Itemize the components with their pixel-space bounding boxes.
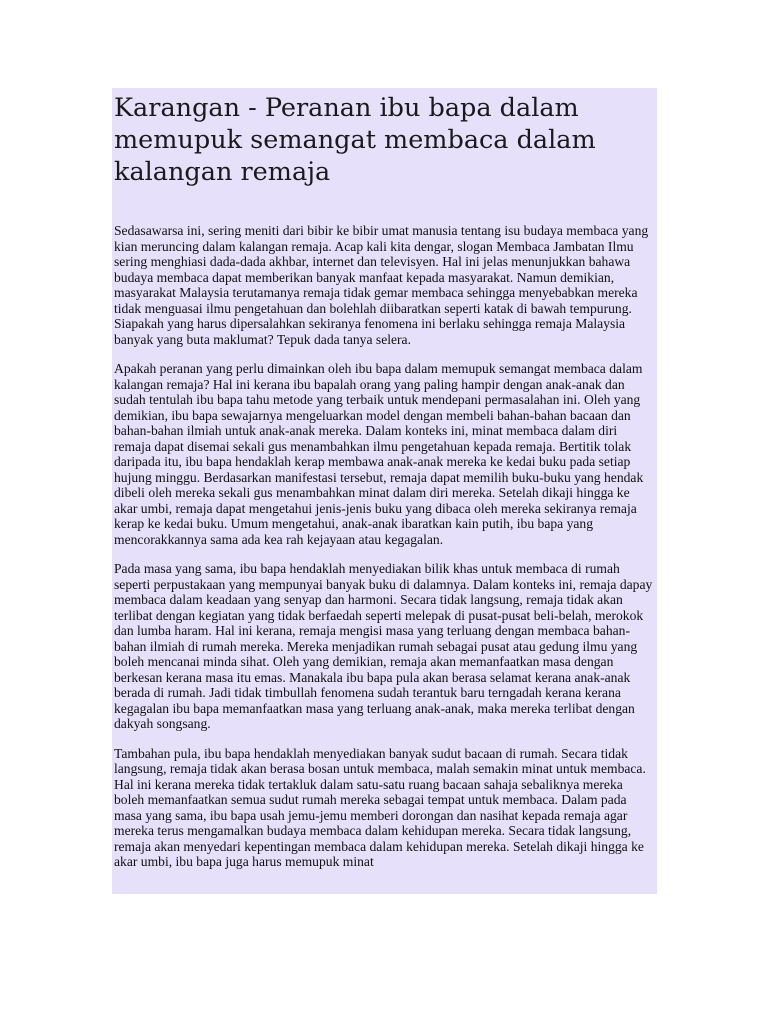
document-title: Karangan - Peranan ibu bapa dalam memupuk semangat membaca dalam kalangan remaja [114, 93, 596, 187]
paragraph-2: Apakah peranan yang perlu dimainkan oleh ibu bapa dalam memupuk semangat membaca dalam kalangan remaja? Hal ini kerana ibu bapalah orang yang paling hampir dengan anak-anak dan sudah tentulah ibu bapa tahu metode yang terbaik untuk mendepani permasalahan ini. Oleh yang demikian, ibu bapa sewajarnya mengeluarkan model dengan membeli bahan-bahan bacaan dan bahan-bahan ilmiah untuk anak-anak mereka. Dalam konteks ini, minat membaca dalam diri remaja dapat disemai sekali gus menambahkan ilmu pengetahuan kepada remaja. Bertitik tolak daripada itu, ibu bapa hendaklah kerap membawa anak-anak mereka ke kedai buku pada setiap hujung minggu. Berdasarkan manifestasi tersebut, remaja dapat memilih buku-buku yang hendak dibeli oleh mereka sekali gus menambahkan minat dalam diri mereka. Setelah dikaji hingga ke akar umbi, remaja dapat mengetahui jenis-jenis buku yang dibaca oleh mereka sekiranya remaja kerap ke kedai buku. Umum mengetahui, anak-anak ibaratkan kain putih, ibu bapa yang mencorakkannya sama ada kea rah kejayaan atau kegagalan. [114, 361, 644, 547]
paragraph-4: Tambahan pula, ibu bapa hendaklah menyediakan banyak sudut bacaan di rumah. Secara tidak langsung, remaja tidak akan berasa bosan untuk membaca, malah semakin minat untuk membaca. Hal ini kerana mereka tidak tertakluk dalam satu-satu ruang bacaan sahaja sebaliknya mereka boleh memanfaatkan semua sudut rumah mereka sebagai tempat untuk membaca. Dalam pada masa yang sama, ibu bapa usah jemu-jemu memberi dorongan dan nasihat kepada remaja agar mereka terus mengamalkan budaya membaca dalam kehidupan mereka. Secara tidak langsung, remaja akan menyedari kepentingan membaca dalam kehidupan mereka. Setelah dikaji hingga ke akar umbi, ibu bapa juga harus memupuk minat [114, 745, 646, 869]
paragraph-1: Sedasawarsa ini, sering meniti dari bibir ke bibir umat manusia tentang isu budaya membaca yang kian meruncing dalam kalangan remaja. Acap kali kita dengar, slogan Membaca Jambatan Ilmu sering menghiasi dada-dada akhbar, internet dan televisyen. Hal ini jelas menunjukkan bahawa budaya membaca dapat memberikan banyak manfaat kepada masyarakat. Namun demikian, masyarakat Malaysia terutamanya remaja tidak gemar membaca sehingga menyebabkan mereka tidak menguasai ilmu pengetahuan dan bolehlah diibaratkan seperti katak di bawah tempurung. Siapakah yang harus dipersalahkan sekiranya fenomena ini berlaku sehingga remaja Malaysia banyak yang buta maklumat? Tepuk dada tanya selera. [114, 223, 649, 347]
document-page [112, 88, 657, 894]
paragraph-3: Pada masa yang sama, ibu bapa hendaklah menyediakan bilik khas untuk membaca di rumah seperti perpustakaan yang mempunyai banyak buku di dalamnya. Dalam konteks ini, remaja dapay membaca dalam keadaan yang senyap dan harmoni. Secara tidak langsung, remaja tidak akan terlibat dengan kegiatan yang tidak berfaedah seperti melepak di pusat-pusat beli-belah, merokok dan lumba haram. Hal ini kerana, remaja mengisi masa yang terluang dengan membaca bahan-bahan ilmiah di rumah mereka. Mereka menjadikan rumah sebagai pusat atau gedung ilmu yang boleh mencanai minda sihat. Oleh yang demikian, remaja akan memanfaatkan masa dengan berkesan kerana masa itu emas. Manakala ibu bapa pula akan berasa selamat kerana anak-anak berada di rumah. Jadi tidak timbullah fenomena sudah terantuk baru terngadah kerana kerana kegagalan ibu bapa memanfaatkan masa yang terluang anak-anak, maka mereka terlibat dengan dakyah songsang. [114, 561, 653, 731]
